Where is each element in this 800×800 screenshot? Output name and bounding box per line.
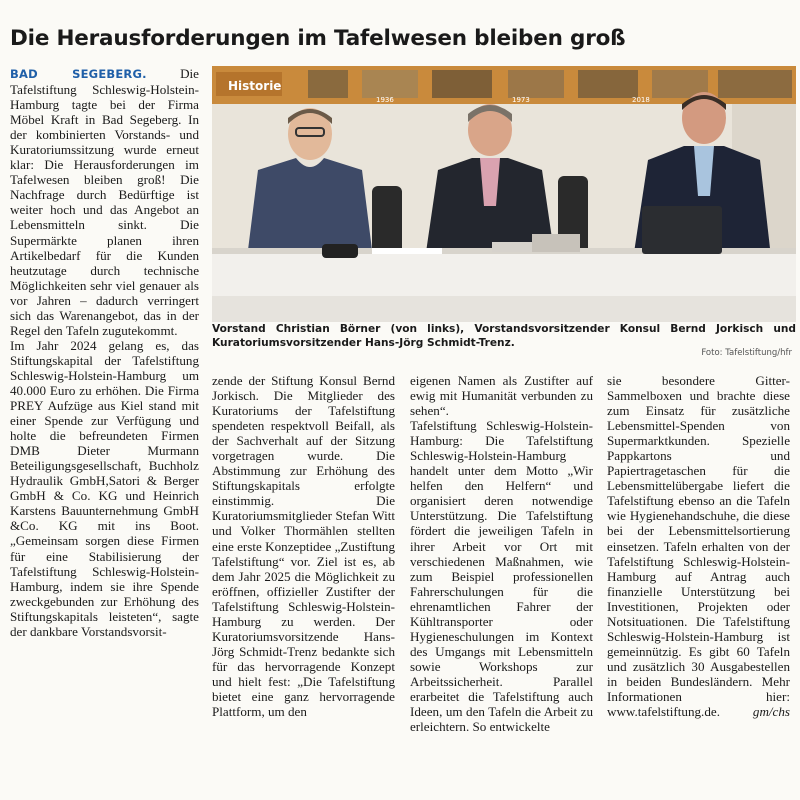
paragraph-col2: zende der Stiftung Konsul Bernd Jorkisch. Die Mitglieder des Kuratoriums der Tafelstiftung spendeten respektvoll Beifall, als der Sachverhalt auf der Sitzung vorgetragen wurde. Die Abstimmung zur Erhöhung des Stiftungskapitals erfolgte einstimmig. Die Kuratoriumsmitglieder Stefan Witt und Volker Thormählen stellten eine erste Konzeptidee „Zustiftung Tafelstiftung“ vor. Ziel ist es, ab dem Jahr 2025 die Möglichkeit zu eröffnen, offizieller Zustifter der Tafelstiftung Schleswig-Holstein-Hamburg zu werden. Der Kuratoriumsvorsitzende Hans-Jörg Schmidt-Trenz bedankte sich für das hervorragende Konzept und hielt fest: „Die Tafelstiftung bietet eine ganz hervorragende Plattform, um den [212,373,395,720]
lead-paragraph [10,66,199,338]
photo-credit: Foto: Tafelstiftung/hfr [701,348,792,358]
headline: Die Herausforderungen im Tafelwesen bleiben groß [10,26,626,51]
paragraph-col3-a: eigenen Namen als Zustifter auf ewig mit Humanität verbunden zu sehen“. [410,373,593,419]
col4-text: sie besondere Gitter-Sammelboxen und brachte diese zum Einsatz für zusätzliche Lebensmittel-Spenden von Supermarktkunden. Spezielle Pappkartons und Papiertragetaschen für die Lebensmittelübergabe liefert die Tafelstiftung ebenso an die Tafeln wie Hygienehandschuhe, die diese bei der Lebensmittelsortierung einsetzen. Tafeln erhalten von der Tafelstiftung Schleswig-Holstein-Hamburg auf Antrag auch finanzielle Unterstützung bei Investitionen, Projekten oder Notsituationen. Die Tafelstiftung Schleswig-Holstein-Hamburg ist gemeinnützig. Es gibt 60 Tafeln und zusätzlich 30 Ausgabestellen in beiden Bundesländern. Mehr Informationen hier: www.tafelstiftung.de. [607,373,790,720]
banner-label: Historie [228,79,282,93]
text-column-3 [410,373,593,734]
banner-year-2: 1973 [512,96,530,104]
text-column-2 [212,373,395,719]
tablet [642,206,722,254]
dateline: BAD SEGEBERG. [10,67,147,81]
photo-caption: Vorstand Christian Börner (von links), Vorstandsvorsitzender Konsul Bernd Jorkisch und Kuratoriumsvorsitzender Hans-Jörg Schmidt-Trenz. [212,323,796,349]
article-photo [212,66,796,322]
author-signature: gm/chs [752,704,790,720]
text-column-1 [10,66,199,639]
banner-year-1: 1936 [376,96,394,104]
meeting-photo-illustration [212,66,796,322]
text-column-4 [607,373,790,719]
lead-text: Die Tafelstiftung Schleswig-Holstein-Hamburg tagte bei der Firma Möbel Kraft in Bad Segeberg. In der kombinierten Vorstands- und Kuratoriumssitzung wurde erneut klar: Die Herausforderungen im Tafelwesen bleiben groß! Die Nachfrage durch Bedürftige ist weiter hoch und das Angebot an Lebensmitteln sinkt. Die Supermärkte planen ihren Artikelbedarf für die Kunden heutzutage durch technische Möglichkeiten sehr viel genauer als vor Jahren – dadurch verringert sich das Warenangebot, das in der Regel den Tafeln zugutekommt. [10,66,199,338]
banner-year-3: 2018 [632,96,650,104]
paragraph-capital: Im Jahr 2024 gelang es, das Stiftungskapital der Tafelstiftung Schleswig-Holstein-Hamburg um 40.000 Euro zu erhöhen. Die Firma PREY Aufzüge aus Kiel stand mit einer Spende zur Verfügung und holte die befreundeten Firmen DMB Dieter Murmann Beteiligungsgesellschaft, Buchholz Hydraulik GmbH,Satori & Berger GmbH & Co. KG und Heinrich Karstens Bauunternehmung GmbH &Co. KG mit ins Boot. „Gemeinsam sorgen diese Firmen für eine Stabilisierung der Tafelstiftung Schleswig-Holstein-Hamburg, indem sie ihre Spende zweckgebunden zur Erhöhung des Stiftungskapitals leisteten“, sagte der dankbare Vorstandsvorsit- [10,337,199,639]
paragraph-col4 [607,373,790,719]
paragraph-col3-b: Tafelstiftung Schleswig-Holstein-Hamburg: Die Tafelstiftung Schleswig-Holstein-Hamburg handelt unter dem Motto „Wir helfen den Helfern“ und organisiert deren notwendige Unterstützung. Die Tafelstiftung fördert die jeweiligen Tafeln in ihrer Arbeit vor Ort mit verschiedenen Maßnahmen, wie zum Beispiel professionellen Fahrerschulungen für die ehrenamtlichen Fahrer der Kühltransporter oder Hygieneschulungen im Kontext des Umgangs mit Lebensmitteln sowie Workshops zur Arbeitssicherheit. Parallel erarbeitet die Tafelstiftung auch Ideen, um den Tafeln die Arbeit zu erleichtern. So entwickelte [410,418,593,735]
